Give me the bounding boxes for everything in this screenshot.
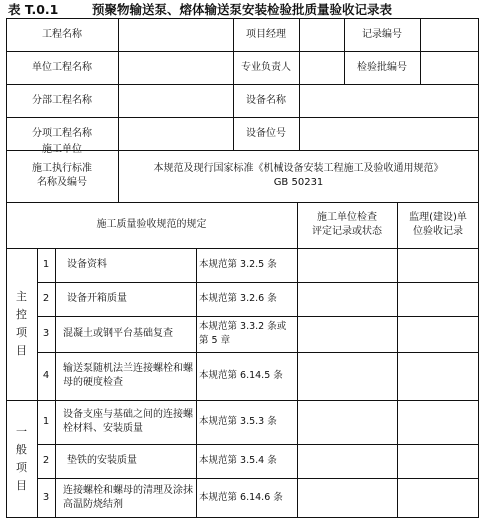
- standard-value-line-2: GB 50231: [273, 177, 324, 188]
- standard-label-line-1: 施工执行标准: [32, 163, 92, 174]
- contractor-header-line-1: 施工单位检查: [317, 212, 377, 223]
- standard-value-line-1: 本规范及现行国家标准《机械设备安装工程施工及验收通用规范》: [153, 163, 444, 174]
- item-text: 设备开箱质量: [67, 293, 127, 304]
- item-no: 1: [42, 416, 50, 427]
- item-clause: 本规范第 6.14.5 条: [199, 370, 283, 381]
- equipment-position-label: 设备位号: [246, 127, 286, 139]
- item-text: 混凝土或钢平台基础复查: [63, 328, 173, 339]
- main-items-group-label: 主控项目: [16, 290, 27, 357]
- item-clause: 本规范第 3.2.6 条: [199, 293, 277, 304]
- col-line: [420, 18, 421, 84]
- item-no: 3: [42, 328, 50, 339]
- item-text: 设备资料: [67, 259, 107, 270]
- supervisor-column-header: [397, 202, 479, 248]
- col-line: [297, 202, 298, 518]
- item-no: 3: [42, 492, 50, 503]
- standard-label: [6, 150, 118, 202]
- item-no: 2: [42, 455, 50, 466]
- division-project-label: 分部工程名称: [32, 94, 92, 106]
- item-clause: 本规范第 3.5.3 条: [199, 416, 277, 427]
- item-no: 1: [42, 259, 50, 270]
- item-clause: 本规范第 6.14.6 条: [199, 492, 283, 503]
- supervisor-header-line-1: 监理(建设)单: [409, 212, 467, 223]
- table-number: 表 T.0.1: [8, 2, 59, 17]
- subitem-project-label: 分项工程名称: [32, 127, 92, 139]
- contractor-header-line-2: 评定记录或状态: [312, 226, 382, 237]
- col-line: [299, 18, 300, 150]
- item-no: 2: [42, 293, 50, 304]
- item-text: 连接螺栓和螺母的清理及涂抹高温防烧结剂: [63, 485, 193, 510]
- item-text: 设备支座与基础之间的连接螺栓材料、安装质量: [63, 409, 193, 434]
- standard-value: [118, 150, 479, 202]
- project-manager-label: 项目经理: [246, 28, 286, 40]
- unit-project-label: 单位工程名称: [32, 61, 92, 73]
- spec-column-header: 施工质量验收规范的规定: [96, 219, 207, 230]
- batch-no-label: 检验批编号: [357, 61, 407, 73]
- item-clause: 本规范第 3.5.4 条: [199, 455, 277, 466]
- standard-label-line-2: 名称及编号: [37, 177, 87, 188]
- supervisor-header-line-2: 位验收记录: [413, 226, 463, 237]
- professional-lead-label: 专业负责人: [241, 61, 291, 73]
- table-title: 预聚物输送泵、熔体输送泵安装检验批质量验收记录表: [92, 2, 393, 17]
- item-no: 4: [42, 370, 50, 381]
- general-items-group-label: 一般项目: [16, 425, 27, 492]
- record-no-label: 记录编号: [362, 28, 402, 40]
- col-line: [397, 202, 398, 518]
- equipment-name-label: 设备名称: [246, 94, 286, 106]
- item-text: 输送泵随机法兰连接螺栓和螺母的硬度检查: [63, 363, 193, 388]
- item-clause: 本规范第 3.2.5 条: [199, 259, 277, 270]
- item-clause: 本规范第 3.3.2 条或第 5 章: [199, 321, 287, 346]
- item-text: 垫铁的安装质量: [67, 455, 137, 466]
- project-name-label: 工程名称: [42, 28, 82, 40]
- contractor-column-header: [297, 202, 397, 248]
